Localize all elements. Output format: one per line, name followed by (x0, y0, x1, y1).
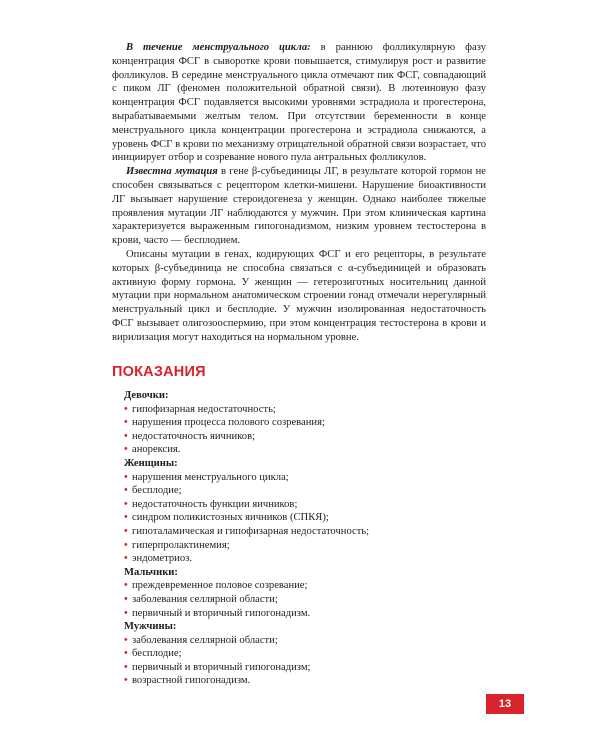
bullet-icon: • (124, 675, 128, 687)
body-text (112, 41, 486, 345)
group-women (124, 457, 464, 566)
bullet-icon: • (124, 634, 128, 646)
group-title: Мужчины: (124, 621, 177, 633)
group-title: Мальчики: (124, 566, 178, 578)
list-item: • преждевременное половое созревание; (124, 580, 308, 592)
list-item: • первичный и вторичный гипогонадизм. (124, 607, 311, 619)
paragraph-body: в раннюю фолликулярную фазу концентрация ФСГ в сыворотке крови повышается, стимулируя рост и развитие фолликулов. В середине менструального цикла отмечают пик ФСГ, совпадающий с пиком ЛГ (феномен положительной обратной связи). В лютеиновую фазу концентрация ФСГ подавляется высокими уровнями эстрадиола и прогестерона, вырабатываемыми желтым телом. При отсутствии беременности в конце менструального цикла концентрации прогестерона и эстрадиола снижаются, а уровень ФСГ в крови по механизму отрицательной обратной связи возрастает, что инициирует отбор и созревание нового пула антральных фолликулов. (112, 42, 486, 164)
bullet-icon: • (124, 498, 128, 510)
paragraph-menstrual-cycle (112, 41, 486, 165)
list-item: • заболевания селлярной области; (124, 593, 278, 605)
group-girls (124, 389, 464, 457)
list-item: • недостаточность яичников; (124, 430, 256, 442)
page-number: 13 (486, 694, 524, 714)
group-title: Девочки: (124, 390, 169, 401)
bullet-icon: • (124, 661, 128, 673)
bullet-icon: • (124, 553, 128, 565)
paragraph-lh-mutation (112, 165, 486, 248)
list-item: • первичный и вторичный гипогонадизм; (124, 661, 311, 673)
section-title: ПОКАЗАНИЯ (112, 364, 206, 380)
bullet-icon: • (124, 403, 128, 415)
list-item: • синдром поликистозных яичников (СПКЯ); (124, 512, 329, 524)
list-item: • нарушения менструального цикла; (124, 471, 289, 483)
list-item: • бесплодие; (124, 648, 182, 660)
list-item: • возрастной гипогонадизм. (124, 675, 251, 687)
list-item: • гипофизарная недостаточность; (124, 403, 276, 415)
bullet-icon: • (124, 430, 128, 442)
group-title: Женщины: (124, 457, 178, 469)
bullet-icon: • (124, 593, 128, 605)
list-item: • эндометриоз. (124, 553, 192, 565)
bullet-icon: • (124, 648, 128, 660)
list-item: • нарушения процесса полового созревания; (124, 417, 325, 429)
paragraph-lead: В течение менструального цикла: (126, 42, 311, 53)
list-item: • заболевания селлярной области; (124, 634, 278, 646)
bullet-icon: • (124, 444, 128, 456)
indications-list (124, 389, 464, 688)
bullet-icon: • (124, 525, 128, 537)
paragraph-fsh-mutation (112, 248, 486, 345)
list-item: • анорексия. (124, 444, 181, 456)
paragraph-body: в гене β-субъединицы ЛГ, в результате которой гормон не способен связываться с рецептором клетки-мишени. Нарушение биоактивности ЛГ вызывает нарушение стероидогенеза у женщин. Однако наиболее тяжелые проявления мутации ЛГ наблюдаются у мужчин. При этом клиническая картина характеризуется выраженным гипогонадизмом, низким уровнем тестостерона в крови, часто — бесплодием. (112, 166, 486, 247)
paragraph-body: Описаны мутации в генах, кодирующих ФСГ и его рецепторы, в результате которых β-субъединица не способна связаться с α-субъединицей и образовать активную форму гормона. У женщин — гетерозиготных носительниц данной мутации при нормальном анатомическом строении гонад отмечали нерегулярный менструальный цикл и бесплодие. У мужчин изолированная недостаточность ФСГ вызывает олигозооспермию, при этом концентрация тестостерона в крови и вирилизация могут находиться на нормальном уровне. (112, 248, 486, 343)
paragraph-lead: Известна мутация (126, 166, 218, 178)
bullet-icon: • (124, 485, 128, 497)
bullet-icon: • (124, 580, 128, 592)
list-item: • гиперпролактинемия; (124, 539, 230, 551)
bullet-icon: • (124, 471, 128, 483)
list-item: • гипоталамическая и гипофизарная недостаточность; (124, 525, 370, 537)
group-men (124, 620, 464, 688)
list-item: • недостаточность функции яичников; (124, 498, 298, 510)
bullet-icon: • (124, 539, 128, 551)
bullet-icon: • (124, 417, 128, 429)
bullet-icon: • (124, 607, 128, 619)
bullet-icon: • (124, 512, 128, 524)
group-boys (124, 566, 464, 620)
list-item: • бесплодие; (124, 485, 182, 497)
